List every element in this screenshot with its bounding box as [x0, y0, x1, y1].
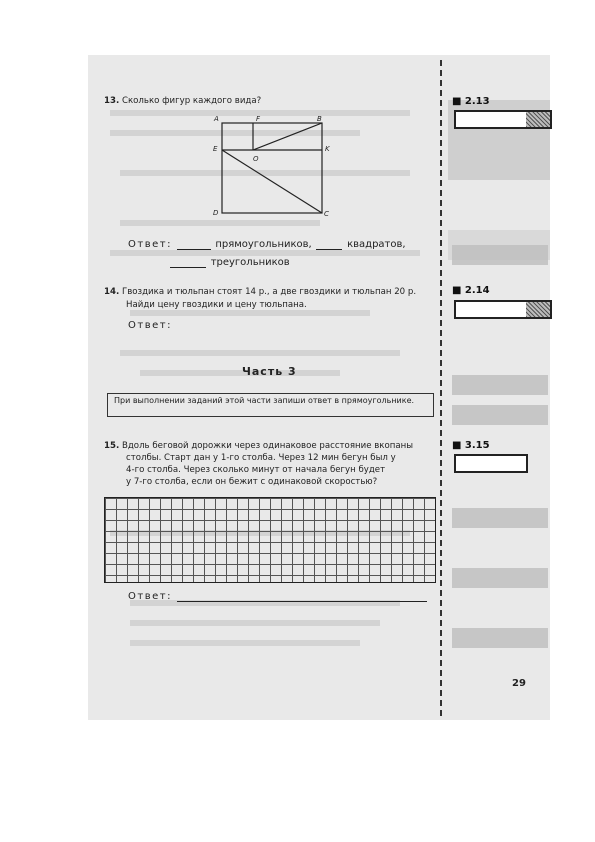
answer-line-15: Ответ:: [128, 590, 427, 602]
svg-text:E: E: [213, 145, 218, 153]
code-3-15: ■ 3.15: [452, 440, 490, 451]
svg-text:A: A: [214, 115, 219, 123]
answer-line-13: Ответ: прямоугольников, квадратов,: [128, 239, 406, 250]
geometry-figure: [205, 110, 335, 220]
code-2-14: ■ 2.14: [452, 285, 490, 296]
question-14-line2: Найди цену гвоздики и цену тюльпана.: [126, 300, 307, 310]
faded-box: [452, 568, 548, 588]
faded-box: [452, 375, 548, 395]
blank-answer-15[interactable]: [177, 590, 427, 602]
question-14: 14. Гвоздика и тюльпан стоят 14 р., а две гвоздики и тюльпан 20 р.: [104, 287, 417, 297]
question-15-line3: 4-го столба. Через сколько минут от начала бегун будет: [126, 465, 386, 475]
faded-box: [452, 628, 548, 648]
answer-label-14: Ответ:: [128, 320, 172, 331]
svg-text:B: B: [317, 115, 322, 123]
svg-text:D: D: [213, 209, 219, 217]
cut-line: [440, 60, 442, 716]
svg-text:C: C: [324, 210, 329, 218]
blank-rect[interactable]: [177, 238, 211, 250]
faded-box: [452, 508, 548, 528]
code-2-13: ■ 2.13: [452, 96, 490, 107]
question-13: 13. Сколько фигур каждого вида?: [104, 96, 262, 106]
part-note: При выполнении заданий этой части запиши ответ в прямоугольнике.: [107, 393, 434, 417]
answer-box-2-13[interactable]: [454, 110, 552, 129]
question-15: 15. Вдоль беговой дорожки через одинаковое расстояние вкопаны: [104, 441, 414, 451]
answer-line-13b: треугольников: [170, 256, 290, 268]
faded-box: [452, 245, 548, 265]
page-number: 29: [512, 678, 526, 689]
work-grid[interactable]: [104, 497, 436, 583]
svg-text:K: K: [325, 145, 330, 153]
answer-box-2-14[interactable]: [454, 300, 552, 319]
svg-text:O: O: [253, 155, 259, 163]
blank-triangle[interactable]: [170, 256, 206, 268]
answer-box-3-15[interactable]: [454, 454, 528, 473]
question-15-line2: столбы. Старт дан у 1-го столба. Через 12 мин бегун был у: [126, 453, 396, 463]
part-title: Часть 3: [242, 365, 297, 378]
blank-square[interactable]: [316, 238, 342, 250]
question-15-line4: у 7-го столба, если он бежит с одинаковой скоростью?: [126, 477, 378, 487]
faded-box: [452, 405, 548, 425]
svg-text:F: F: [256, 115, 261, 123]
